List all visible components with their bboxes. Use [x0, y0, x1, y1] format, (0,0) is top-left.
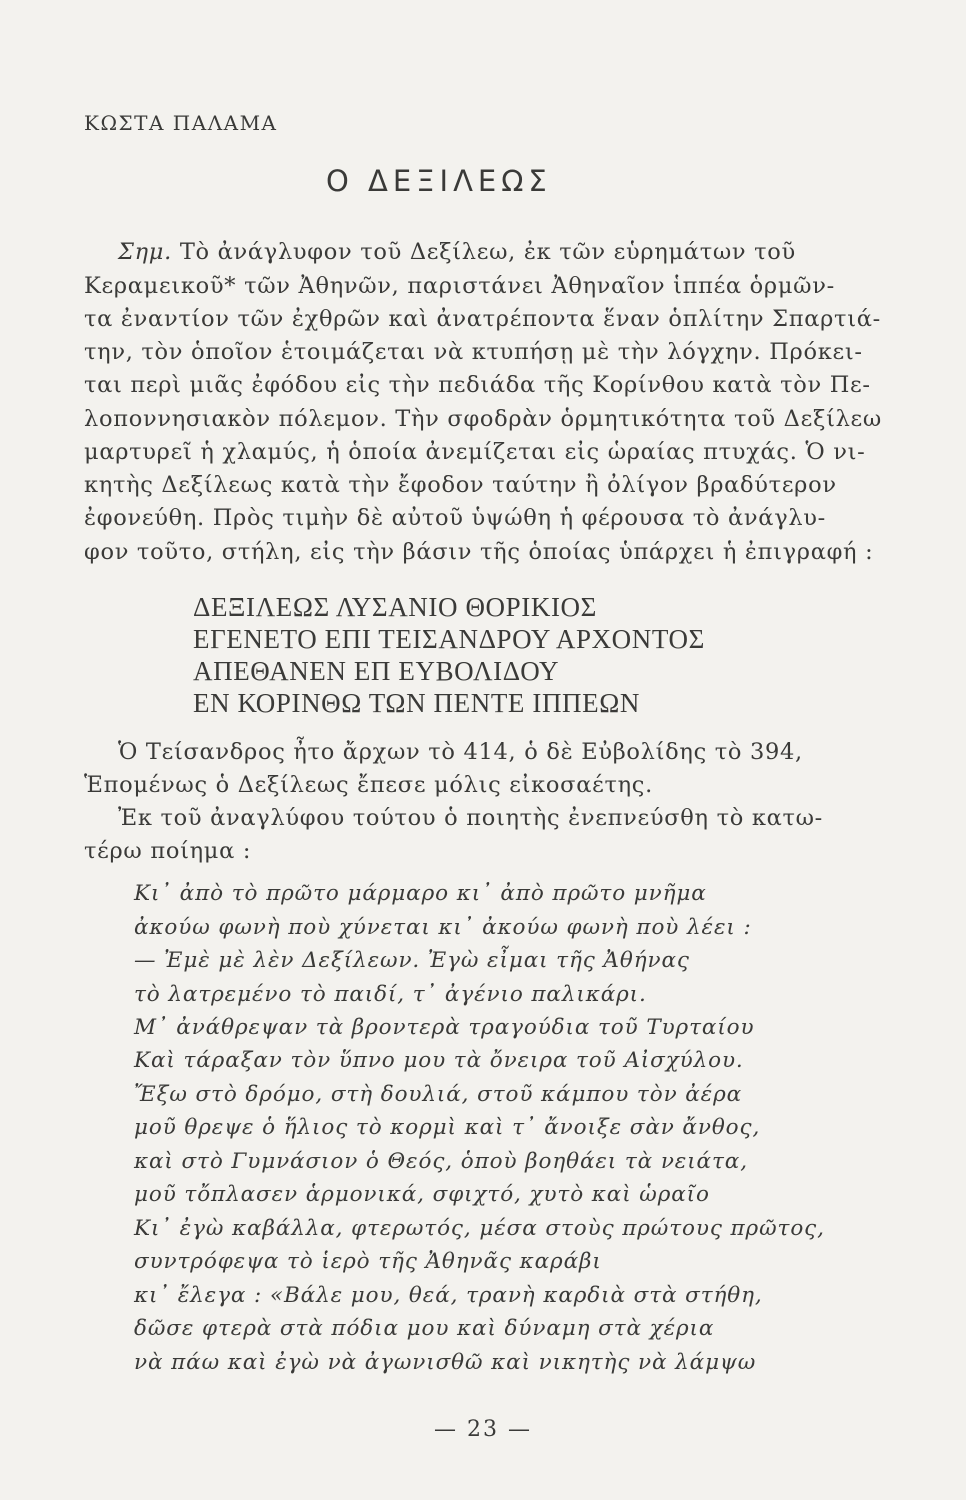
- poem-line-15: νὰ πάω καὶ ἐγὼ νὰ ἀγωνισθῶ καὶ νικητὴς νὰ λάμψω: [134, 1350, 757, 1375]
- poem-line-4: τὸ λατρεμένο τὸ παιδί, τ᾽ ἀγένιο παλικάρι.: [134, 982, 647, 1007]
- commentary-line-3: Ἐκ τοῦ ἀναγλύφου τούτου ὁ ποιητὴς ἐνεπνεύσθη τὸ κατω-: [118, 805, 823, 831]
- note-label: Σημ.: [118, 239, 172, 265]
- commentary-line-4: τέρω ποίημα :: [84, 838, 252, 864]
- poem-line-2: ἀκούω φωνὴ ποὺ χύνεται κι᾽ ἀκούω φωνὴ ποὺ λέει :: [134, 915, 752, 940]
- inscription-line-1: ΔΕΞΙΛΕΩΣ ΛΥΣΑΝΙΟ ΘΟΡΙΚΙΟΣ: [193, 592, 597, 622]
- poem-title: Ο ΔΕΞΙΛΕΩΣ: [326, 164, 552, 198]
- note-line-8: κητὴς Δεξίλεως κατὰ τὴν ἔφοδον ταύτην ἢ ὀλίγον βραδύτερον: [84, 472, 837, 498]
- poem-line-9: καὶ στὸ Γυμνάσιον ὁ Θεός, ὁποὺ βοηθάει τὰ νειάτα,: [134, 1149, 748, 1174]
- poem-line-6: Καὶ τάραξαν τὸν ὕπνο μου τὰ ὄνειρα τοῦ Αἰσχύλου.: [134, 1048, 744, 1073]
- note-line-7: μαρτυρεῖ ἡ χλαμύς, ἡ ὁποία ἀνεμίζεται εἰς ὡραίας πτυχάς. Ὁ νι-: [84, 439, 866, 465]
- inscription-line-2: ΕΓΕΝΕΤΟ ΕΠΙ ΤΕΙΣΑΝΔΡΟΥ ΑΡΧΟΝΤΟΣ: [193, 624, 705, 654]
- commentary-line-1: Ὁ Τείσανδρος ἦτο ἄρχων τὸ 414, ὁ δὲ Εὐβολίδης τὸ 394,: [118, 739, 803, 765]
- note-line-6: λοποννησιακὸν πόλεμον. Τὴν σφοδρὰν ὁρμητικότητα τοῦ Δεξίλεω: [84, 406, 882, 432]
- poem-line-12: συντρόφεψα τὸ ἱερὸ τῆς Ἀθηνᾶς καράβι: [134, 1249, 602, 1274]
- note-line-5: ται περὶ μιᾶς ἐφόδου εἰς τὴν πεδιάδα τῆς Κορίνθου κατὰ τὸν Πε-: [84, 372, 871, 398]
- note-line-10: φον τοῦτο, στήλη, εἰς τὴν βάσιν τῆς ὁποίας ὑπάρχει ἡ ἐπιγραφή :: [84, 539, 874, 565]
- note-line-9: ἐφονεύθη. Πρὸς τιμὴν δὲ αὐτοῦ ὑψώθη ἡ φέρουσα τὸ ἀνάγλυ-: [84, 505, 826, 531]
- note-line-2: Κεραμεικοῦ* τῶν Ἀθηνῶν, παριστάνει Ἀθηναῖον ἱππέα ὁρμῶν-: [84, 273, 835, 299]
- poem-line-14: δῶσε φτερὰ στὰ πόδια μου καὶ δύναμη στὰ χέρια: [134, 1316, 715, 1341]
- poem-line-7: Ἔξω στὸ δρόμο, στὴ δουλιά, στοῦ κάμπου τὸν ἀέρα: [134, 1082, 743, 1107]
- poem-line-11: Κι᾽ ἐγὼ καβάλλα, φτερωτός, μέσα στοὺς πρώτους πρῶτος,: [134, 1216, 825, 1241]
- poem-line-3: — Ἐμὲ μὲ λὲν Δεξίλεων. Ἐγὼ εἶμαι τῆς Ἀθήνας: [134, 948, 690, 973]
- note-line-1: Σημ. Τὸ ἀνάγλυφον τοῦ Δεξίλεω, ἐκ τῶν εὑρημάτων τοῦ: [118, 239, 796, 265]
- page-number: — 23 —: [434, 1417, 532, 1442]
- note-line-3: τα ἐναντίον τῶν ἐχθρῶν καὶ ἀνατρέποντα ἕναν ὁπλίτην Σπαρτιά-: [84, 306, 881, 332]
- poem-line-13: κι᾽ ἔλεγα : «Βάλε μου, θεά, τρανὴ καρδιὰ στὰ στήθη,: [134, 1283, 763, 1308]
- author-header: ΚΩΣΤΑ ΠΑΛΑΜΑ: [84, 111, 278, 135]
- inscription-line-4: ΕΝ ΚΟΡΙΝΘΩ ΤΩΝ ΠΕΝΤΕ ΙΠΠΕΩΝ: [193, 688, 641, 718]
- poem-line-8: μοῦ θρεψε ὁ ἥλιος τὸ κορμὶ καὶ τ᾽ ἄνοιξε σὰν ἄνθος,: [134, 1115, 761, 1140]
- note-line-4: την, τὸν ὁποῖον ἑτοιμάζεται νὰ κτυπήσῃ μὲ τὴν λόγχην. Πρόκει-: [84, 339, 863, 365]
- inscription-line-3: ΑΠΕΘΑΝΕΝ ΕΠ ΕΥΒΟΛΙΔΟΥ: [193, 656, 560, 686]
- poem-line-1: Κι᾽ ἀπὸ τὸ πρῶτο μάρμαρο κι᾽ ἀπὸ πρῶτο μνῆμα: [134, 881, 707, 906]
- poem-line-5: Μ᾽ ἀνάθρεψαν τὰ βροντερὰ τραγούδια τοῦ Τυρταίου: [134, 1015, 755, 1040]
- commentary-line-2: Ἑπομένως ὁ Δεξίλεως ἔπεσε μόλις εἰκοσαέτης.: [84, 772, 653, 798]
- poem-line-10: μοῦ τὄπλασεν ἁρμονικά, σφιχτό, χυτὸ καὶ ὡραῖο: [134, 1182, 710, 1207]
